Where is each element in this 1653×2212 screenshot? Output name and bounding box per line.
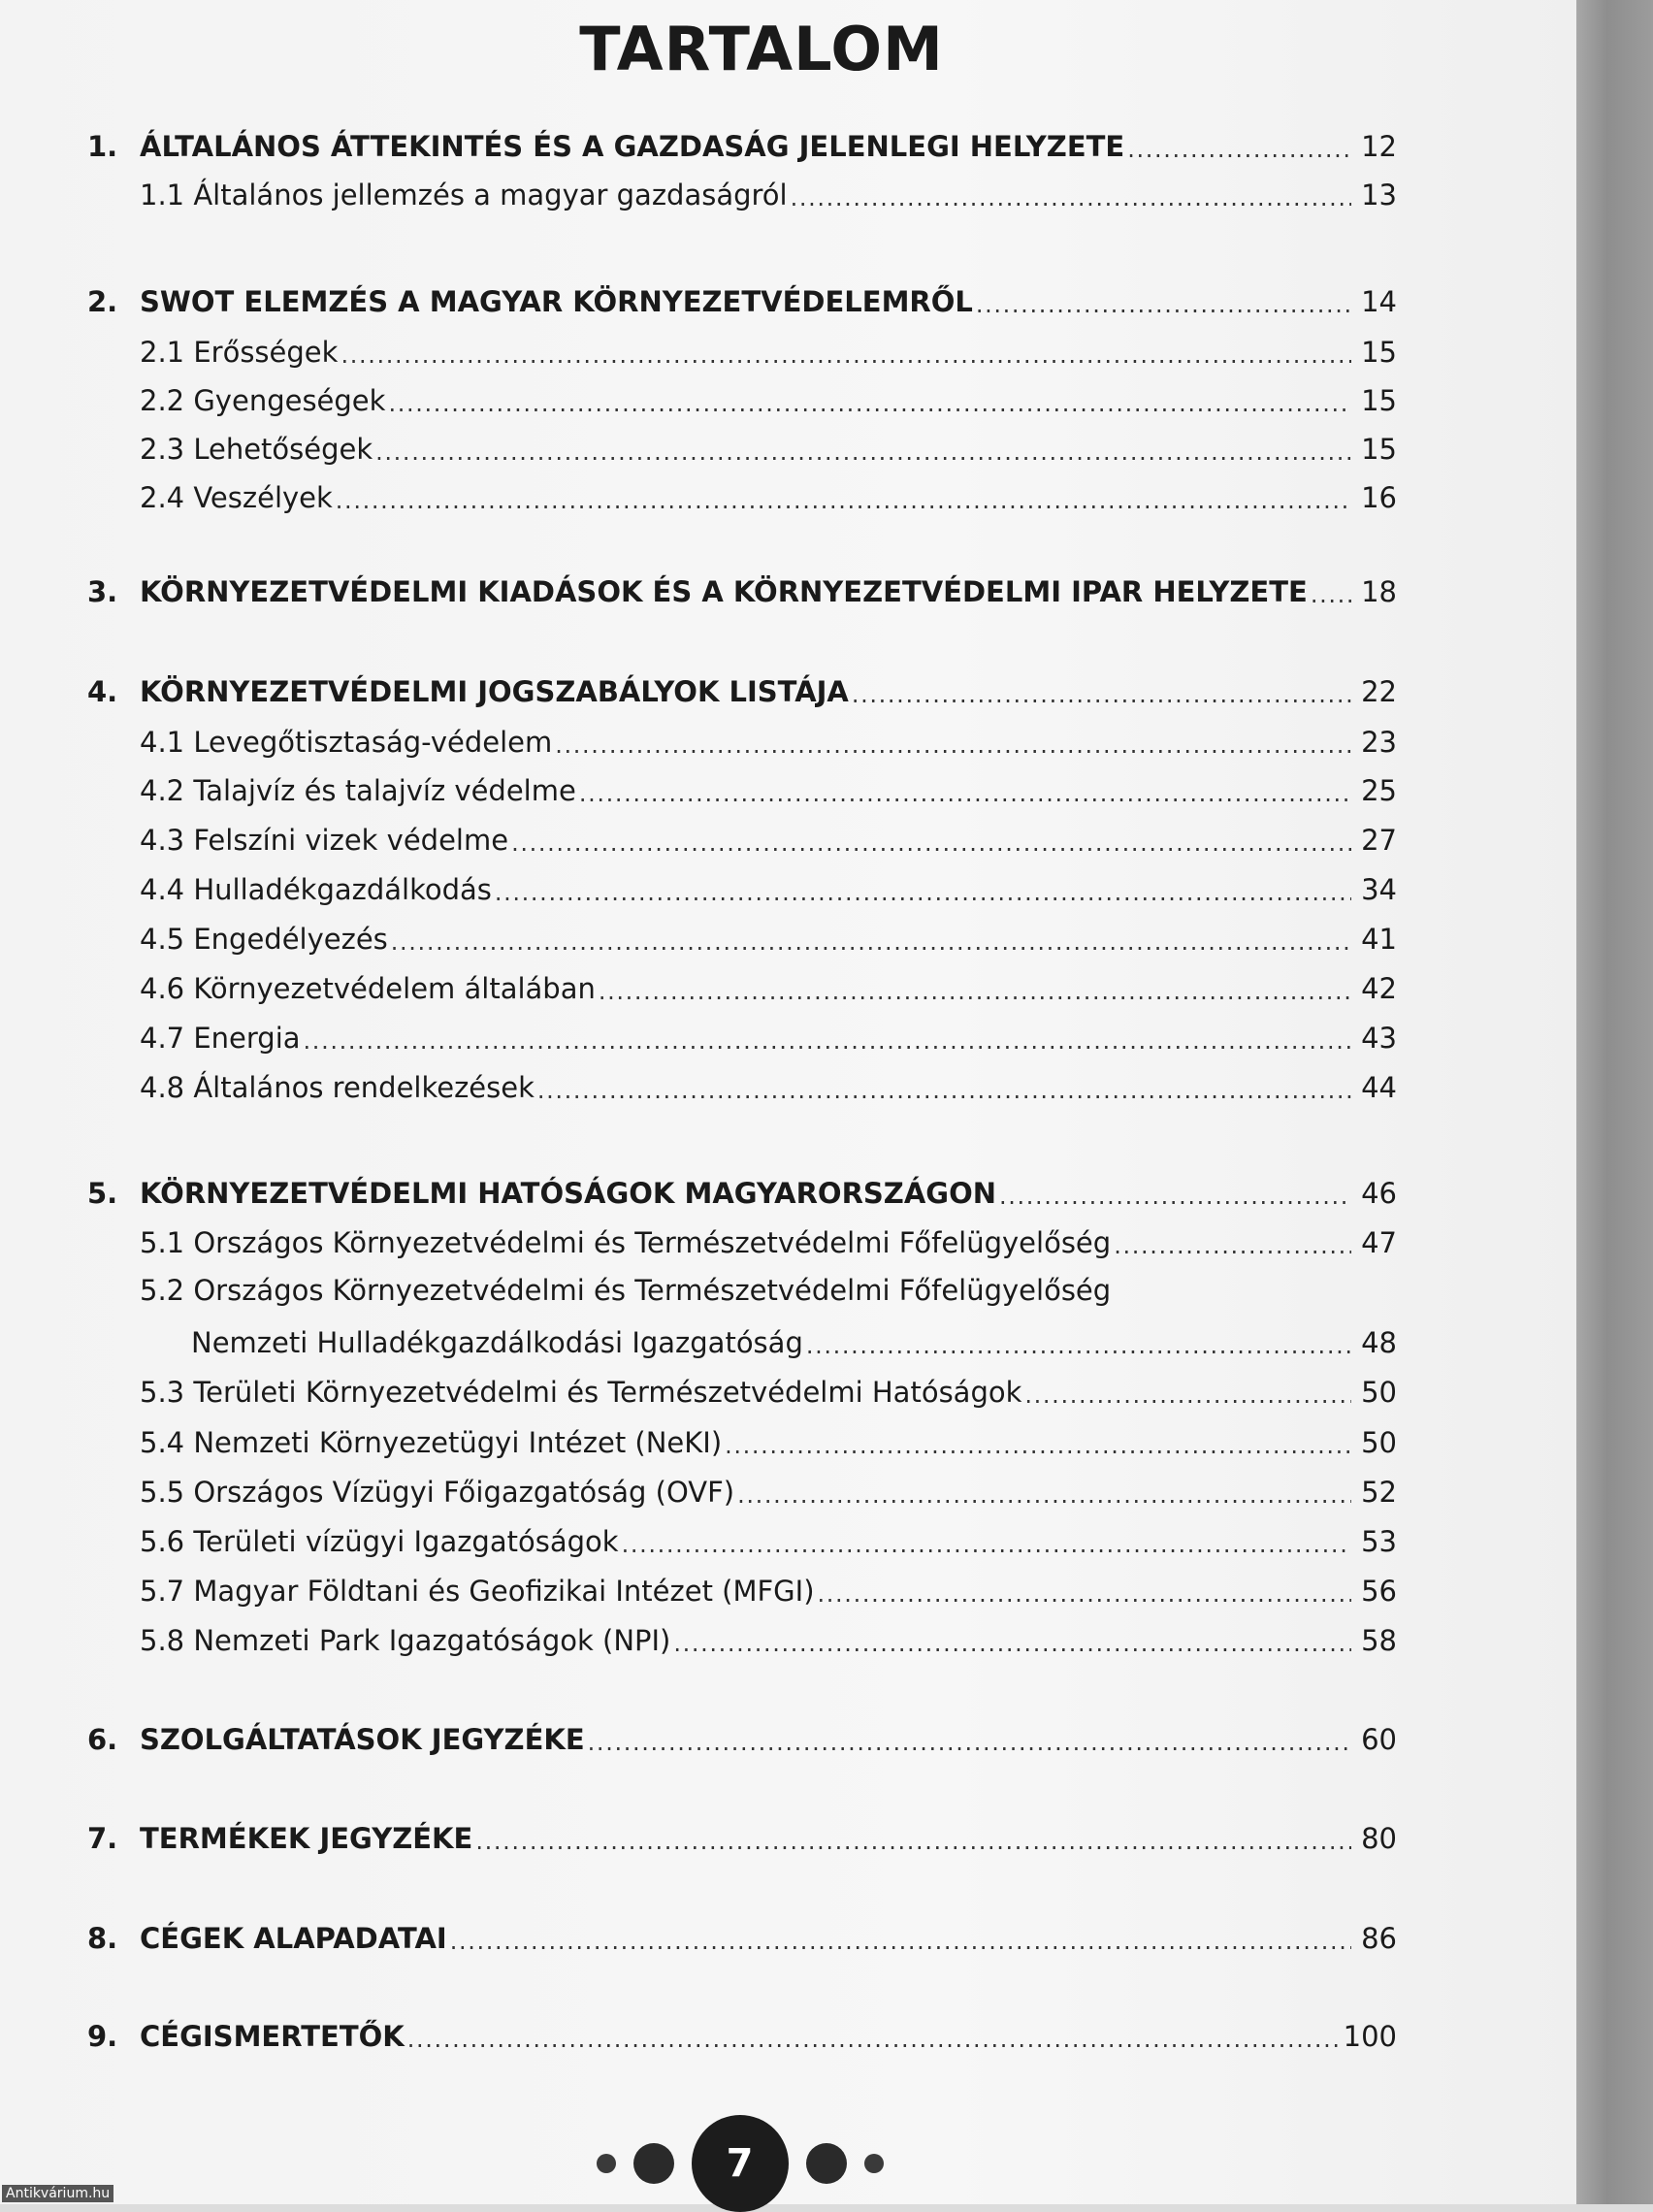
toc-subsection — [140, 378, 1397, 417]
page-edge-shadow — [1576, 0, 1653, 2204]
page-reference: 56 — [1361, 1575, 1397, 1608]
toc-subsection — [140, 330, 1397, 369]
toc-subsection — [140, 867, 1397, 906]
subsection-title: 4.5 Engedélyezés — [140, 923, 388, 956]
section-title: TERMÉKEK JEGYZÉKE — [140, 1822, 473, 1855]
page-reference: 53 — [1361, 1525, 1397, 1558]
section-title: CÉGISMERTETŐK — [140, 2020, 405, 2053]
subsection-title: 5.2 Országos Környezetvédelmi és Természetvédelmi Főfelügyelőség — [140, 1274, 1112, 1307]
dot-leader — [999, 1183, 1351, 1210]
dot-leader — [555, 732, 1351, 759]
subsection-title: 5.4 Nemzeti Környezetügyi Intézet (NeKI) — [140, 1426, 723, 1459]
page-reference: 46 — [1361, 1177, 1397, 1210]
toc-subsection — [140, 917, 1397, 956]
subsection-title: 4.6 Környezetvédelem általában — [140, 972, 596, 1005]
page-reference: 80 — [1361, 1822, 1397, 1855]
page-reference: 41 — [1361, 923, 1397, 956]
dot-leader — [818, 1580, 1351, 1608]
dot-leader — [791, 184, 1351, 211]
page-reference: 27 — [1361, 824, 1397, 857]
section-number: 1. — [87, 130, 118, 163]
section-number: 3. — [87, 575, 118, 608]
dot-leader — [673, 1630, 1351, 1657]
dot-leader — [725, 1432, 1351, 1459]
dot-leader — [588, 1729, 1351, 1756]
subsection-title: Nemzeti Hulladékgazdálkodási Igazgatóság — [191, 1326, 803, 1359]
toc-subsection — [140, 966, 1397, 1005]
toc-section — [87, 669, 1397, 708]
section-title: KÖRNYEZETVÉDELMI JOGSZABÁLYOK LISTÁJA — [140, 675, 849, 708]
dot-leader — [599, 978, 1351, 1005]
footer-dot-icon — [633, 2143, 674, 2184]
toc-subsection — [140, 475, 1397, 514]
page-reference: 22 — [1361, 675, 1397, 708]
section-title: CÉGEK ALAPADATAI — [140, 1922, 447, 1955]
subsection-title: 1.1 Általános jellemzés a magyar gazdaságról — [140, 179, 788, 211]
subsection-title: 2.4 Veszélyek — [140, 481, 333, 514]
subsection-title: 5.1 Országos Környezetvédelmi és Természetvédelmi Főfelügyelőség — [140, 1226, 1112, 1259]
subsection-title: 5.3 Területi Környezetvédelmi és Természetvédelmi Hatóságok — [140, 1376, 1022, 1409]
page-reference: 13 — [1361, 179, 1397, 211]
page-reference: 48 — [1361, 1326, 1397, 1359]
toc-section — [87, 279, 1397, 318]
page-reference: 52 — [1361, 1476, 1397, 1509]
section-title: KÖRNYEZETVÉDELMI KIADÁSOK ÉS A KÖRNYEZETVÉDELMI IPAR HELYZETE — [140, 575, 1308, 608]
section-title: SZOLGÁLTATÁSOK JEGYZÉKE — [140, 1723, 585, 1756]
dot-leader — [852, 681, 1351, 708]
toc-subsection — [140, 173, 1397, 211]
page-title: TARTALOM — [579, 14, 944, 84]
section-title: ÁLTALÁNOS ÁTTEKINTÉS ÉS A GAZDASÁG JELENLEGI HELYZETE — [140, 130, 1125, 163]
toc-subsection — [140, 720, 1397, 759]
toc-section — [87, 1717, 1397, 1756]
dot-leader — [537, 1077, 1351, 1104]
subsection-title: 4.1 Levegőtisztaság-védelem — [140, 726, 553, 759]
footer-dot-icon — [806, 2143, 847, 2184]
subsection-title: 2.2 Gyengeségek — [140, 384, 386, 417]
footer-dot-icon — [864, 2154, 884, 2173]
toc-subsection — [140, 427, 1397, 466]
dot-leader — [976, 291, 1351, 318]
toc-section — [87, 1816, 1397, 1855]
toc-subsection — [140, 768, 1397, 807]
dot-leader — [1114, 1232, 1351, 1259]
dot-leader — [622, 1531, 1351, 1558]
dot-leader — [1127, 136, 1351, 163]
section-number: 9. — [87, 2020, 118, 2053]
toc-subsection — [140, 1065, 1397, 1104]
page-reference: 58 — [1361, 1624, 1397, 1657]
page-reference: 60 — [1361, 1723, 1397, 1756]
toc-section — [87, 1171, 1397, 1210]
page-reference: 15 — [1361, 336, 1397, 369]
subsection-title: 2.1 Erősségek — [140, 336, 339, 369]
subsection-title: 5.7 Magyar Földtani és Geofizikai Intézet (MFGI) — [140, 1575, 815, 1608]
toc-subsection — [140, 1016, 1397, 1055]
page-number: 7 — [692, 2115, 789, 2212]
subsection-title: 5.8 Nemzeti Park Igazgatóságok (NPI) — [140, 1624, 671, 1657]
toc-subsection — [140, 1220, 1397, 1259]
subsection-title: 2.3 Lehetőségek — [140, 433, 373, 466]
page-reference: 16 — [1361, 481, 1397, 514]
toc-subsection — [140, 818, 1397, 857]
toc-section — [87, 1916, 1397, 1955]
dot-leader — [336, 487, 1351, 514]
dot-leader — [511, 830, 1351, 857]
dot-leader — [495, 879, 1351, 906]
page-reference: 15 — [1361, 384, 1397, 417]
footer-dot-icon — [597, 2154, 616, 2173]
page-reference: 23 — [1361, 726, 1397, 759]
dot-leader — [579, 780, 1351, 807]
toc-section — [87, 569, 1397, 608]
dot-leader — [340, 342, 1351, 369]
section-number: 5. — [87, 1177, 118, 1210]
toc-subsection — [140, 1569, 1397, 1608]
page-reference: 86 — [1361, 1922, 1397, 1955]
page-reference: 42 — [1361, 972, 1397, 1005]
toc-subsection — [140, 1370, 1397, 1409]
dot-leader — [1311, 581, 1351, 608]
section-number: 2. — [87, 285, 118, 318]
toc-subsection — [191, 1320, 1397, 1359]
page-reference: 44 — [1361, 1071, 1397, 1104]
dot-leader — [391, 928, 1351, 956]
subsection-title: 4.3 Felszíni vizek védelme — [140, 824, 509, 857]
section-title: SWOT ELEMZÉS A MAGYAR KÖRNYEZETVÉDELEMRŐL — [140, 285, 973, 318]
toc-section — [87, 124, 1397, 163]
page-reference: 18 — [1361, 575, 1397, 608]
page-reference: 100 — [1343, 2020, 1397, 2053]
toc-subsection — [140, 1470, 1397, 1509]
dot-leader — [475, 1828, 1351, 1855]
dot-leader — [737, 1481, 1351, 1509]
page-reference: 12 — [1361, 130, 1397, 163]
toc-subsection — [140, 1420, 1397, 1459]
toc-section — [87, 2014, 1397, 2053]
section-number: 4. — [87, 675, 118, 708]
page-reference: 14 — [1361, 285, 1397, 318]
dot-leader — [375, 439, 1351, 466]
watermark: Antikvárium.hu — [2, 2185, 113, 2202]
toc-subsection — [140, 1519, 1397, 1558]
dot-leader — [1024, 1382, 1351, 1409]
subsection-title: 5.5 Országos Vízügyi Főigazgatóság (OVF) — [140, 1476, 735, 1509]
section-number: 6. — [87, 1723, 118, 1756]
page-reference: 43 — [1361, 1022, 1397, 1055]
subsection-title: 4.2 Talajvíz és talajvíz védelme — [140, 774, 576, 807]
page-footer — [0, 2119, 1479, 2208]
dot-leader — [806, 1332, 1351, 1359]
dot-leader — [450, 1928, 1351, 1955]
page-reference: 50 — [1361, 1426, 1397, 1459]
page-reference: 25 — [1361, 774, 1397, 807]
subsection-title: 4.8 Általános rendelkezések — [140, 1071, 535, 1104]
section-number: 7. — [87, 1822, 118, 1855]
toc-subsection — [140, 1618, 1397, 1657]
page-reference: 15 — [1361, 433, 1397, 466]
subsection-title: 4.7 Energia — [140, 1022, 301, 1055]
page-reference: 47 — [1361, 1226, 1397, 1259]
dot-leader — [388, 390, 1351, 417]
subsection-title: 4.4 Hulladékgazdálkodás — [140, 873, 492, 906]
dot-leader — [304, 1027, 1351, 1055]
subsection-title: 5.6 Területi vízügyi Igazgatóságok — [140, 1525, 619, 1558]
page-reference: 50 — [1361, 1376, 1397, 1409]
section-number: 8. — [87, 1922, 118, 1955]
page-reference: 34 — [1361, 873, 1397, 906]
section-title: KÖRNYEZETVÉDELMI HATÓSÁGOK MAGYARORSZÁGON — [140, 1177, 996, 1210]
dot-leader — [407, 2026, 1341, 2053]
